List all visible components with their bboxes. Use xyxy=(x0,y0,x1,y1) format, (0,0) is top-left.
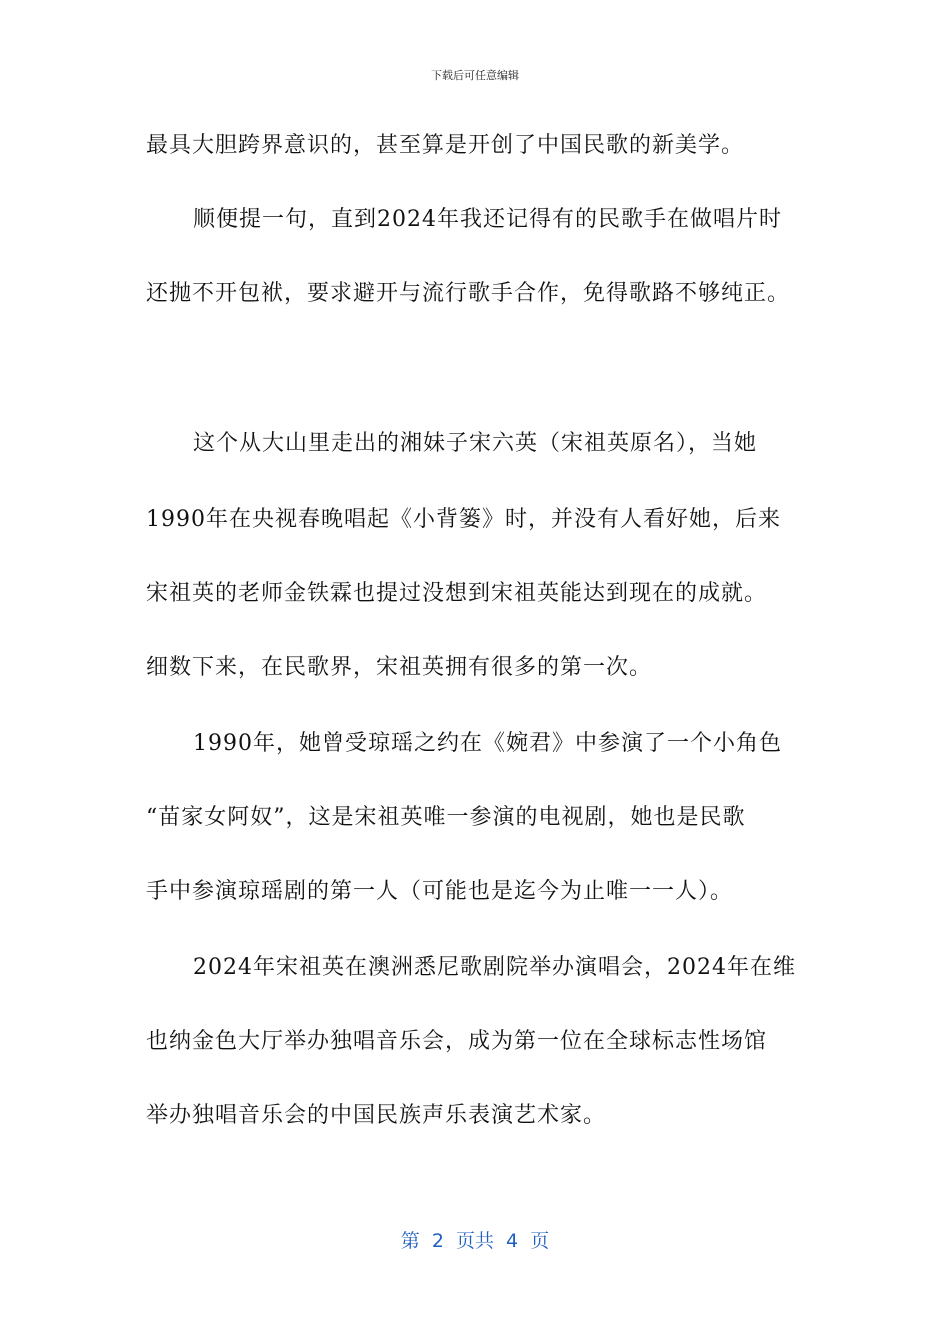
page-header: 下载后可任意编辑 xyxy=(431,69,519,82)
body-line: 这个从大山里走出的湘妹子宋六英（宋祖英原名），当她 xyxy=(193,431,758,456)
body-line: 也纳金色大厅举办独唱音乐会，成为第一位在全球标志性场馆 xyxy=(146,1029,768,1054)
body-line: 宋祖英的老师金铁霖也提过没想到宋祖英能达到现在的成就。 xyxy=(146,581,768,606)
body-line: 还抛不开包袱，要求避开与流行歌手合作，免得歌路不够纯正。 xyxy=(146,281,791,306)
page-label: 第 xyxy=(400,1230,420,1252)
body-line: “苗家女阿奴”，这是宋祖英唯一参演的电视剧，她也是民歌 xyxy=(146,805,746,830)
page-current-number: 2 xyxy=(431,1230,444,1252)
body-line: 最具大胆跨界意识的，甚至算是开创了中国民歌的新美学。 xyxy=(146,133,745,158)
page-suffix: 页 xyxy=(530,1230,550,1252)
body-line: 手中参演琼瑶剧的第一人（可能也是迄今为止唯一一人）。 xyxy=(146,879,734,904)
body-line: 举办独唱音乐会的中国民族声乐表演艺术家。 xyxy=(146,1103,607,1128)
page-total-number: 4 xyxy=(506,1230,519,1252)
body-line: 2024年宋祖英在澳洲悉尼歌剧院举办演唱会，2024年在维 xyxy=(193,955,796,980)
body-line: 1990年在央视春晚唱起《小背篓》时，并没有人看好她，后来 xyxy=(146,507,781,532)
page-footer xyxy=(0,1226,950,1253)
body-line: 1990年，她曾受琼瑶之约在《婉君》中参演了一个小角色 xyxy=(193,731,782,756)
body-line: 细数下来，在民歌界，宋祖英拥有很多的第一次。 xyxy=(146,655,653,680)
body-line: 顺便提一句，直到2024年我还记得有的民歌手在做唱片时 xyxy=(193,207,782,232)
page-total-label: 页共 xyxy=(455,1230,494,1252)
